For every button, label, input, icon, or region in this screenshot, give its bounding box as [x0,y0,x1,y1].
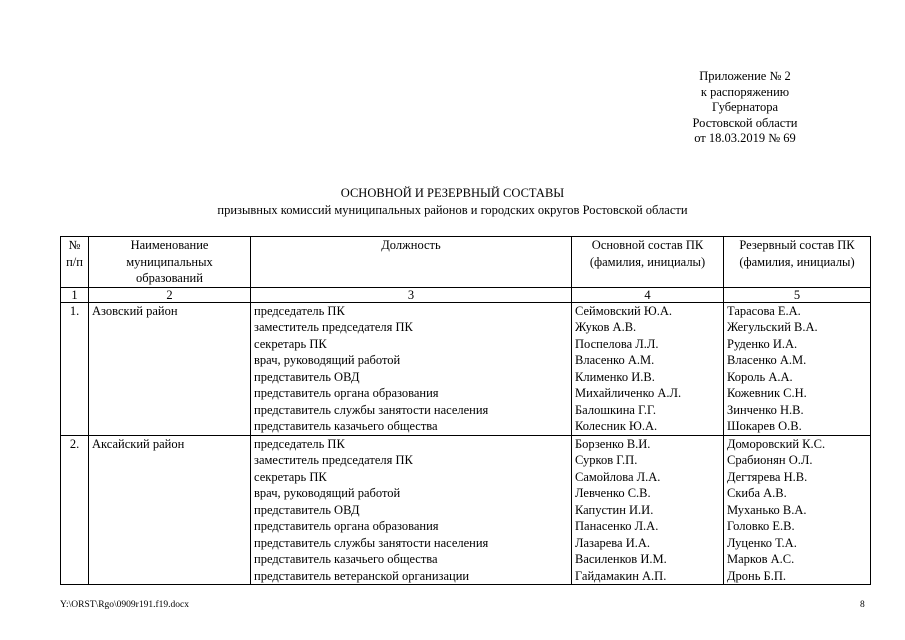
member-name: Василенков И.М. [575,552,667,566]
position: представитель органа образования [254,386,439,400]
commissions-table [60,236,871,585]
member-name: Головко Е.В. [727,519,795,533]
member-name: Дронь Б.П. [727,568,786,583]
position: секретарь ПК [254,469,327,484]
appendix-line: от 18.03.2019 № 69 [694,131,796,146]
position: представитель казачьего общества [254,419,438,433]
main-members-cell [572,435,724,585]
header-text: № [68,238,81,252]
header-name [89,237,251,288]
column-number-row [61,287,871,302]
position: представитель ОВД [254,369,360,384]
header-text: (фамилия, инициалы) [739,254,855,269]
table-header-row [61,237,871,288]
member-name: Жуков А.В. [575,320,637,334]
footer-file-path: Y:\ORST\Rgo\0909r191.f19.docx [60,600,189,610]
header-num [61,237,89,288]
member-name: Власенко А.М. [727,353,807,367]
district-name: Азовский район [89,302,251,435]
member-name: Борзенко В.И. [575,436,651,451]
member-name: Доморовский К.С. [727,436,826,451]
member-name: Руденко И.А. [727,336,798,351]
position: представитель органа образования [254,519,439,533]
header-text: муниципальных [126,254,213,269]
header-text: Резервный состав ПК [739,238,855,252]
header-reserve [724,237,871,288]
member-name: Власенко А.М. [575,353,655,367]
appendix-line: Ростовской области [692,115,798,130]
position: представитель ветеранской организации [254,568,470,583]
header-position [251,237,572,288]
member-name: Капустин И.И. [575,502,654,517]
header-text: (фамилия, инициалы) [589,254,706,269]
column-number: 3 [251,287,572,302]
position: врач, руководящий работой [254,353,401,367]
member-name: Михайличенко А.Л. [575,386,682,400]
position: заместитель председателя ПК [254,320,413,334]
positions-cell [251,435,572,585]
member-name: Сеймовский Ю.А. [575,303,672,318]
member-name: Левченко С.В. [575,486,651,500]
member-name: Жегульский В.А. [727,320,818,334]
member-name: Гайдамакин А.П. [575,568,667,583]
reserve-members-cell [724,435,871,585]
table-row [61,435,871,585]
member-name: Зинченко Н.В. [727,402,804,417]
position: представитель ОВД [254,502,360,517]
table-row [61,302,871,435]
header-main [572,237,724,288]
column-number: 2 [89,287,251,302]
document-subtitle: призывных комиссий муниципальных районов и городских округов Ростовской области [217,203,688,217]
member-name: Панасенко Л.А. [575,519,659,533]
member-name: Дегтярева Н.В. [727,469,808,484]
member-name: Марков А.С. [727,552,795,566]
row-number: 2. [61,435,89,585]
member-name: Кожевник С.Н. [727,386,807,400]
column-number: 5 [724,287,871,302]
position: представитель службы занятости населения [254,402,489,417]
header-text: п/п [66,254,83,269]
member-name: Сурков Г.П. [575,453,638,467]
member-name: Луценко Т.А. [727,535,797,550]
position: представитель казачьего общества [254,552,438,566]
district-name: Аксайский район [89,435,251,585]
member-name: Шокарев О.В. [727,419,802,433]
member-name: Лазарева И.А. [575,535,651,550]
member-name: Тарасова Е.А. [727,303,801,318]
footer-page-number: 8 [860,600,865,610]
document-title: ОСНОВНОЙ И РЕЗЕРВНЫЙ СОСТАВЫ [340,186,565,200]
position: председатель ПК [254,303,345,318]
member-name: Муханько В.А. [727,502,807,517]
member-name: Самойлова Л.А. [575,469,661,484]
appendix-line: к распоряжению [700,84,790,99]
member-name: Клименко И.В. [575,369,655,384]
row-number: 1. [61,302,89,435]
reserve-members-cell [724,302,871,435]
header-text: Основной состав ПК [591,238,704,252]
member-name: Скиба А.В. [727,486,787,500]
member-name: Срабионян О.Л. [727,453,813,467]
appendix-block [640,69,850,147]
member-name: Поспелова Л.Л. [575,336,659,351]
header-text: Наименование [130,238,209,252]
position: секретарь ПК [254,336,327,351]
position: заместитель председателя ПК [254,453,413,467]
position: председатель ПК [254,436,345,451]
positions-cell [251,302,572,435]
position: представитель службы занятости населения [254,535,489,550]
column-number: 1 [61,287,89,302]
member-name: Король А.А. [727,369,793,384]
header-text: образований [136,271,203,285]
member-name: Колесник Ю.А. [575,419,658,433]
main-members-cell [572,302,724,435]
column-number: 4 [572,287,724,302]
appendix-line: Губернатора [711,100,779,115]
header-text: Должность [381,238,441,252]
position: врач, руководящий работой [254,486,401,500]
member-name: Балошкина Г.Г. [575,402,656,417]
appendix-line: Приложение № 2 [699,69,791,83]
